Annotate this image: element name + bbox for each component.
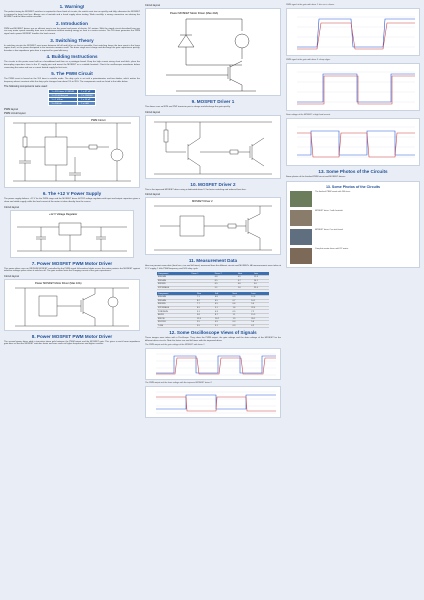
table-cell: IRF540N <box>157 299 196 303</box>
photo-thumbnail <box>290 248 312 264</box>
scope-screenshot-4 <box>286 63 420 111</box>
table-cell: 0.4 <box>232 321 251 325</box>
table-cell: 5.1 <box>196 310 214 314</box>
table-cell: STP55NF06 <box>157 306 196 310</box>
photos-box <box>286 181 420 268</box>
table-cell: 9.8 <box>196 313 214 317</box>
photo-row <box>290 191 416 207</box>
table-cell: IRL2203 <box>157 321 196 325</box>
table-cell: 0.5 <box>232 310 251 314</box>
pwm-text: The PWM circuit is based on the 555 timer in astable mode. The duty cycle is set with a potentiometer and two diodes, which makes the frequency almost constant while the duty cycle changes from about 5% to 95%. The components used are listed in the table below. <box>4 78 140 83</box>
mosfet-1-text: This driver uses an NPN and PNP transistor pair to charge and discharge the gate quickly. <box>145 106 231 108</box>
warning-text: The perfect timing for MOSFET switches is required in these kinds of circuits; the switch must turn on quickly and fully, otherwise the MOSFET is exposed to large heat loss. Always use a heatsink and a fused supply when testing. Work carefully: a wrong connection can destroy the MOSFET and the driver within seconds. <box>4 11 140 19</box>
photos-box-title: 13. Some Photos of the Circuits <box>325 184 381 189</box>
table-cell: IRF740 <box>157 317 196 321</box>
section-title-photos: 13. Some Photos of the Circuits <box>318 169 388 174</box>
table-cell: 5.1 <box>214 306 232 310</box>
table-cell: IRFZ44N <box>157 295 196 299</box>
measurement-table-1 <box>157 272 269 290</box>
table-cell: Loss <box>253 272 269 275</box>
table-cell: 6.9 <box>196 306 214 310</box>
driver-text: This power driver uses an IRFZ44N MOSFET controlled by the PWM signal. A freewheel diode across the motor protects the MOSFET against inductive voltage spikes when it switches off. The gate resistor limits the charging current of the gate capacitance. <box>4 267 140 273</box>
table-cell: 1 x 47 uF <box>78 90 96 94</box>
table-cell: 26.1 <box>250 317 269 321</box>
table-cell: BUZ11 <box>157 313 196 317</box>
table-cell: 1 x 1 kOhm <box>48 98 78 102</box>
pwm-schematic <box>5 117 139 187</box>
mosfet-2-diagram <box>145 197 281 255</box>
table-cell: T-GM <box>157 324 196 328</box>
supply-schematic <box>11 211 133 257</box>
table-cell: 6.5 <box>214 303 232 307</box>
photo-row <box>290 210 416 226</box>
table-cell: 2 x 1N4148 <box>78 94 96 98</box>
section-title-supply: 6. The +12 V Power Supply <box>42 191 102 197</box>
table-cell: 10.1 <box>250 299 269 303</box>
mosfet-1-label: Circuit layout <box>145 110 160 114</box>
table-cell: 15.5 <box>250 313 269 317</box>
table-row <box>157 286 269 290</box>
scope-screenshot-1 <box>145 348 281 380</box>
pwm-circuit-label: PWM circuit layout <box>4 112 26 116</box>
table-cell: 9.0 <box>250 303 269 307</box>
table-cell: 0.9 <box>237 275 253 279</box>
table-cell: 5.5 <box>196 321 214 325</box>
table-cell: 10.1 <box>253 279 269 283</box>
table-cell: STP55NF06 <box>157 286 190 290</box>
table-cell: 4.3 <box>214 310 232 314</box>
photo-row <box>290 248 416 264</box>
photo-thumbnail <box>290 229 312 245</box>
parts-title: The following components were used: <box>4 85 48 89</box>
photo-row <box>290 229 416 245</box>
table-cell: IRFZ44N <box>157 275 190 279</box>
table-cell: Rise <box>196 292 214 295</box>
mosfet-1-schematic <box>146 116 280 178</box>
scope-caption-2: The PWM output and the drain voltage with the improved MOSFET driver 2. <box>145 382 213 385</box>
table-cell: 1 x 555 timer IC NE555 <box>48 90 78 94</box>
photo-caption: MOSFET driver 1 with heatsink. <box>315 209 344 212</box>
photos-text: Some photos of the finished PWM circuit and MOSFET drivers. <box>286 176 346 178</box>
table-cell: 0.7 <box>237 279 253 283</box>
table-cell: IRF540N <box>157 279 190 283</box>
scope-caption-5: Drain voltage of the MOSFET at high load current. <box>286 114 331 116</box>
table-cell: 1 x 100 nF <box>48 102 78 106</box>
table-cell: 1 x 10 kOhm poti <box>48 94 78 98</box>
table-cell: 0.3 <box>232 324 251 328</box>
table-cell: 6.8 <box>214 295 232 299</box>
table-cell: 6.5 <box>214 299 232 303</box>
table-cell: 9.0 <box>253 283 269 287</box>
table-cell: 0.7 <box>232 299 251 303</box>
table-cell: 12.4 <box>196 317 214 321</box>
photo-thumbnail <box>290 210 312 226</box>
table-cell: Component <box>157 272 190 275</box>
section-title-measurement: 11. Measurement Data <box>188 258 238 264</box>
mosfet-2-schematic <box>146 198 280 254</box>
section-title-mosfet-1: 9. MOSFET Driver 1 <box>191 99 235 104</box>
pwm-circuit-diagram <box>4 116 140 188</box>
driver-layout-label: Circuit layout <box>4 274 19 278</box>
section-title-driver: 7. Power MOSFET PWM Motor Driver <box>31 260 113 266</box>
table-cell: 1.9 <box>232 317 251 321</box>
measurement-text: Here we present some data (heat loss, rise and fall times) measured from the different circuits and MOSFETs. All measurements were taken at 12 V supply, 1 kHz PWM frequency and 50% duty cycle. <box>145 265 281 270</box>
table-cell: Loss <box>250 292 269 295</box>
motor-driver-diagram-title: Power MOSFET Motor Driver (Max 20A) <box>170 12 219 15</box>
table-cell: 2 IRFZ44N <box>157 310 196 314</box>
measurement-table-2 <box>157 292 269 328</box>
table-cell: 3.1 <box>214 324 232 328</box>
table-cell: Heat <box>237 272 253 275</box>
supply-diagram-title: +12 V Voltage Regulator <box>49 212 78 216</box>
mosfet-1-diagram <box>145 115 281 179</box>
column-right <box>286 4 420 268</box>
oscilloscope-text: These images were taken with a PicoScope. They show the PWM output, the gate voltage and the drain voltage of the MOSFET for the different driver circuits. Note the faster rise and fall times with the improved driver. <box>145 337 281 342</box>
table-cell: 7.2 <box>250 310 269 314</box>
table-cell: 22.4 <box>250 306 269 310</box>
table-cell: 0.6 <box>232 303 251 307</box>
parts-table <box>48 89 97 106</box>
section-title-warning: 1. Warning! <box>59 4 85 9</box>
mosfet-2-label: Circuit layout <box>145 193 160 197</box>
table-cell: IRF3205 <box>157 283 190 287</box>
table-cell: 12.8 <box>253 275 269 279</box>
supply-text: The power supply delivers +12 V for the PWM stage and the MOSFET driver. A 7812 voltage regulator with input and output capacitors gives a clean and stable supply, while the load current of the motor is taken directly from the source. <box>4 198 140 203</box>
table-cell: 1 x 10 nF <box>78 98 96 102</box>
motor-driver-schematic <box>146 9 280 95</box>
pwm-diagram-title: PWM Circuit <box>91 119 106 123</box>
table-cell: Fall <box>214 292 232 295</box>
scope-caption-3: PWM signal at the gate with driver 1: the rise is slower. <box>286 4 335 6</box>
photo-caption: The finished PWM circuit with 555 timer. <box>315 190 351 193</box>
table-cell: 5.1 <box>214 286 237 290</box>
photo-caption: MOSFET driver 2 on test board. <box>315 228 344 231</box>
table-cell: 6.5 <box>214 279 237 283</box>
section-title-pwm: 5. The PWM Circuit <box>51 71 93 77</box>
table-cell: 1.6 <box>232 306 251 310</box>
mosfet-2-diagram-title: MOSFET Driver 2 <box>192 200 213 204</box>
table-cell: 8.2 <box>196 299 214 303</box>
driver-diagram-title: Power MOSFET Motor Driver (Max 10A) <box>35 281 82 285</box>
table-cell: Component <box>157 292 196 295</box>
table-cell <box>190 286 213 290</box>
table-cell: 0.9 <box>232 295 251 299</box>
table-cell: 8.7 <box>214 313 232 317</box>
scope-caption-1: The PWM output and the gate voltage of the MOSFET with driver 1. <box>145 344 206 347</box>
supply-layout-label: Circuit layout <box>4 205 19 209</box>
driver-schematic <box>5 280 139 330</box>
table-row <box>157 324 269 328</box>
section-title-introduction: 2. Introduction <box>56 20 88 26</box>
table-cell: 4.9 <box>214 321 232 325</box>
scope-screenshot-3 <box>286 8 420 56</box>
section-title-mosfet-2: 10. MOSFET Driver 2 <box>190 181 236 187</box>
table-cell: 6.5 <box>214 283 237 287</box>
table-cell: 22.4 <box>253 286 269 290</box>
table-cell: 1.6 <box>237 286 253 290</box>
mosfet-2-text: This is the improved MOSFET driver using a dedicated driver IC for faster switching and reduced heat loss. <box>145 188 247 191</box>
introduction-text: PWM and MOSFET drivers are an efficient way to run the speed and power of electric DC motors. With the simple circuit described here you can vary motor speed smoothly from zero to maximum without wasting energy as heat in a series resistor. The 555 timer generates the PWM signal and a power MOSFET handles the load current. <box>4 27 140 35</box>
section-title-driver-2: 8. Power MOSFET PWM Motor Driver <box>31 333 113 339</box>
table-cell: Heat <box>232 292 251 295</box>
column-left <box>4 4 140 348</box>
supply-circuit-diagram <box>10 210 134 258</box>
section-title-switching: 3. Switching Theory <box>50 37 94 43</box>
table-cell: 10.2 <box>214 317 232 321</box>
table-cell: 12.8 <box>250 295 269 299</box>
motor-driver-diagram <box>145 8 281 96</box>
pwm-layout-label: PWM layout <box>4 108 18 112</box>
table-cell: 1 x LED <box>78 102 96 106</box>
table-cell: 0.6 <box>237 283 253 287</box>
table-cell: 5.6 <box>250 321 269 325</box>
scope-caption-4: PWM signal at the gate with driver 2: sharp edges. <box>286 59 331 61</box>
table-cell: 7.7 <box>196 303 214 307</box>
scope-screenshot-5 <box>286 118 420 166</box>
table-cell: 6.8 <box>214 275 237 279</box>
photo-caption: Complete motor driver with DC motor. <box>315 247 349 250</box>
building-text: The circuits in this poster were built on a breadboard and then on a prototype board. Keep the high current wiring short and thick, place the decoupling capacitors close to the IC supply pins and mount the MOSFET on a suitable heatsink. Check the oscilloscope waveforms before connecting the motor and use a current limited supply for first tests. <box>4 61 140 69</box>
column-middle <box>145 4 281 418</box>
section-title-building: 4. Building Instructions <box>46 54 98 60</box>
table-cell: Driver 2 <box>214 272 237 275</box>
layout-label: Circuit layout <box>145 4 160 7</box>
table-cell: 3.9 <box>196 324 214 328</box>
table-cell: Driver 1 <box>190 272 213 275</box>
section-title-oscilloscope: 12. Some Oscilloscope Views of Signals <box>169 330 257 336</box>
table-row <box>48 102 96 106</box>
table-cell: 7.1 <box>196 295 214 299</box>
table-cell: IRF3205 <box>157 303 196 307</box>
scope-screenshot-2 <box>145 386 281 418</box>
switching-text: In switching circuits the MOSFET must move between full off and full on as fast as possible. Fast switching keeps the time spent in the linear region short, so the power dissipated in the transistor remains small. The driver stage must charge and discharge the gate capacitance quickly; therefore a low impedance gate drive is required for good efficiency. <box>4 44 140 52</box>
driver-2-text: The second power driver adds a transistor totem pole between the PWM output and the MOSFET gate. This gives a much lower impedance gate drive so that the MOSFET switches faster and runs cooler at higher frequencies and higher currents. <box>4 340 140 346</box>
table-cell: 4.2 <box>250 324 269 328</box>
photo-thumbnail <box>290 191 312 207</box>
driver-circuit-diagram <box>4 279 140 331</box>
table-cell: 1.1 <box>232 313 251 317</box>
